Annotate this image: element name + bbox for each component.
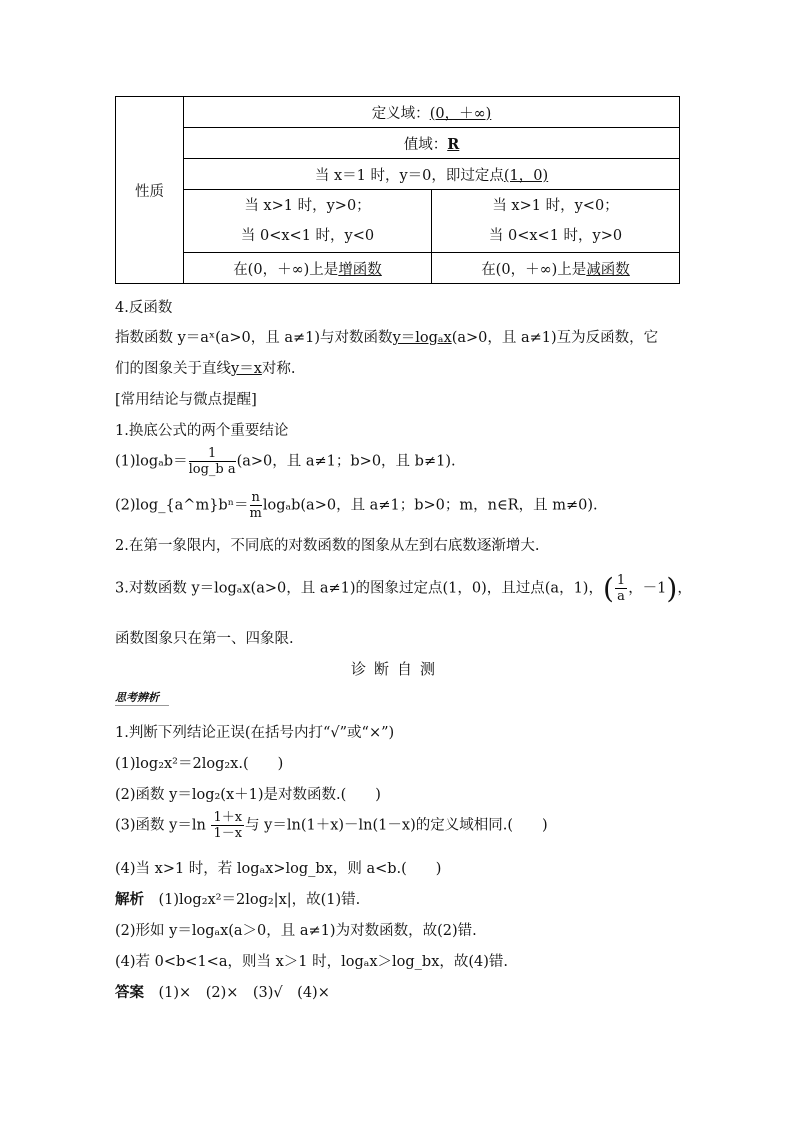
right-case-2: 当 0<x<1 时，y>0: [488, 228, 623, 244]
section4-line2-c: 对称.: [261, 361, 296, 377]
section4-line2-b: y＝x: [231, 361, 262, 377]
analysis-1: (1)log₂x²＝2log₂|x|，故(1)错.: [158, 892, 361, 908]
formula-1-numerator: 1: [189, 446, 236, 462]
left-case-cell: [184, 190, 432, 253]
domain-cell: [184, 97, 680, 128]
left-case-2: 当 0<x<1 时，y<0: [240, 228, 375, 244]
formula-1-right: (a>0，且 a≠1；b>0，且 b≠1).: [236, 453, 456, 470]
diagnosis-title: 诊断自测: [350, 660, 443, 678]
right-case-1: 当 x>1 时，y<0；: [492, 198, 619, 214]
thinking-tag: 思考辨析: [115, 689, 169, 706]
question-1-3-fraction: [211, 810, 244, 841]
question-1-1: (1)log₂x²＝2log₂x.( ): [115, 756, 284, 772]
question-1-3-a: (3)函数 y＝ln: [115, 817, 206, 834]
formula-2-left: (2)log_{a^m}bⁿ＝: [115, 497, 249, 514]
section4-line1-b: y＝logₐx: [392, 330, 452, 346]
notes-item1: 1.换底公式的两个重要结论: [115, 423, 289, 439]
notes-item3: [115, 572, 692, 605]
formula-2-denominator: m: [249, 506, 262, 521]
properties-table: [115, 96, 680, 284]
notes-item3-line2: 函数图象只在第一、四象限.: [115, 631, 294, 647]
formula-2-fraction: [250, 490, 262, 521]
question-1-3-denominator: 1－x: [213, 826, 243, 841]
formula-1-denominator: log_b a: [188, 462, 236, 477]
right-paren: ): [666, 572, 678, 605]
range-value: R: [447, 135, 460, 153]
left-paren: (: [602, 572, 614, 605]
domain-label: 定义域：: [371, 105, 430, 122]
left-mono-value: 增函数: [338, 261, 382, 278]
domain-value: (0，＋∞): [429, 105, 492, 122]
formula-2: [115, 490, 598, 521]
formula-1: [115, 446, 456, 477]
item3-fraction: [615, 573, 627, 604]
analysis-line-1: [115, 888, 360, 909]
notes-item3-a: 3.对数函数 y＝logₐx(a>0，且 a≠1)的图象过定点(1，0)，且过点(a，1)，: [115, 580, 603, 597]
notes-item3-end: ，: [677, 580, 692, 597]
analysis-line-4: (4)若 0<b<1<a，则当 x＞1 时，logₐx＞log_bx，故(4)错.: [115, 954, 509, 970]
formula-2-numerator: n: [251, 490, 260, 505]
left-mono-prefix: 在(0，＋∞)上是: [233, 261, 339, 278]
right-case-cell: [432, 190, 680, 253]
analysis-line-2: (2)形如 y＝logₐx(a＞0，且 a≠1)为对数函数，故(2)错.: [115, 923, 477, 939]
analysis-label: 解析: [115, 891, 144, 908]
answer-line: [115, 981, 330, 1002]
question-1-3-numerator: 1＋x: [213, 810, 243, 825]
right-mono-value: 减函数: [586, 261, 630, 278]
question-1-2: (2)函数 y＝log₂(x＋1)是对数函数.( ): [115, 787, 381, 803]
notes-heading: [常用结论与微点提醒]: [115, 392, 257, 408]
section4-line1: [115, 326, 658, 347]
item3-numerator: 1: [616, 573, 626, 588]
left-monotonic-cell: [184, 253, 432, 284]
question-1: 1.判断下列结论正误(在括号内打“√”或“×”): [115, 725, 395, 741]
question-1-4: (4)当 x>1 时，若 logₐx>log_bx，则 a<b.( ): [115, 861, 442, 877]
formula-1-left: (1)logₐb＝: [115, 453, 188, 470]
section4-line2-a: 们的图象关于直线: [115, 361, 231, 377]
answer-label: 答案: [115, 984, 144, 1001]
question-1-3-b: 与 y＝ln(1＋x)－ln(1－x)的定义域相同.( ): [245, 817, 548, 834]
fixed-point-text: 当 x＝1 时，y＝0，即过定点: [314, 167, 504, 184]
fixed-point-value: (1，0): [503, 167, 549, 184]
fixed-point-cell: [184, 159, 680, 190]
question-1-3: [115, 810, 548, 841]
range-cell: [184, 128, 680, 159]
range-label: 值域：: [403, 136, 448, 153]
section4-heading: 4.反函数: [115, 300, 173, 316]
formula-2-right: logₐb(a>0，且 a≠1；b>0；m，n∈R，且 m≠0).: [262, 497, 598, 514]
formula-1-fraction: [189, 446, 236, 477]
notes-item3-b: ，－1: [628, 580, 667, 597]
right-mono-prefix: 在(0，＋∞)上是: [481, 261, 587, 278]
section4-line2: [115, 357, 295, 378]
answer-text: (1)× (2)× (3)√ (4)×: [158, 985, 330, 1001]
right-monotonic-cell: [432, 253, 680, 284]
item3-denominator: a: [617, 589, 625, 604]
section4-line1-a: 指数函数 y＝aˣ(a>0，且 a≠1)与对数函数: [115, 330, 393, 346]
table-header-cell: 性质: [116, 97, 184, 284]
section4-line1-c: (a>0，且 a≠1)互为反函数，它: [451, 330, 659, 346]
notes-item2: 2.在第一象限内，不同底的对数函数的图象从左到右底数逐渐增大.: [115, 538, 540, 554]
left-case-1: 当 x>1 时，y>0；: [244, 198, 371, 214]
